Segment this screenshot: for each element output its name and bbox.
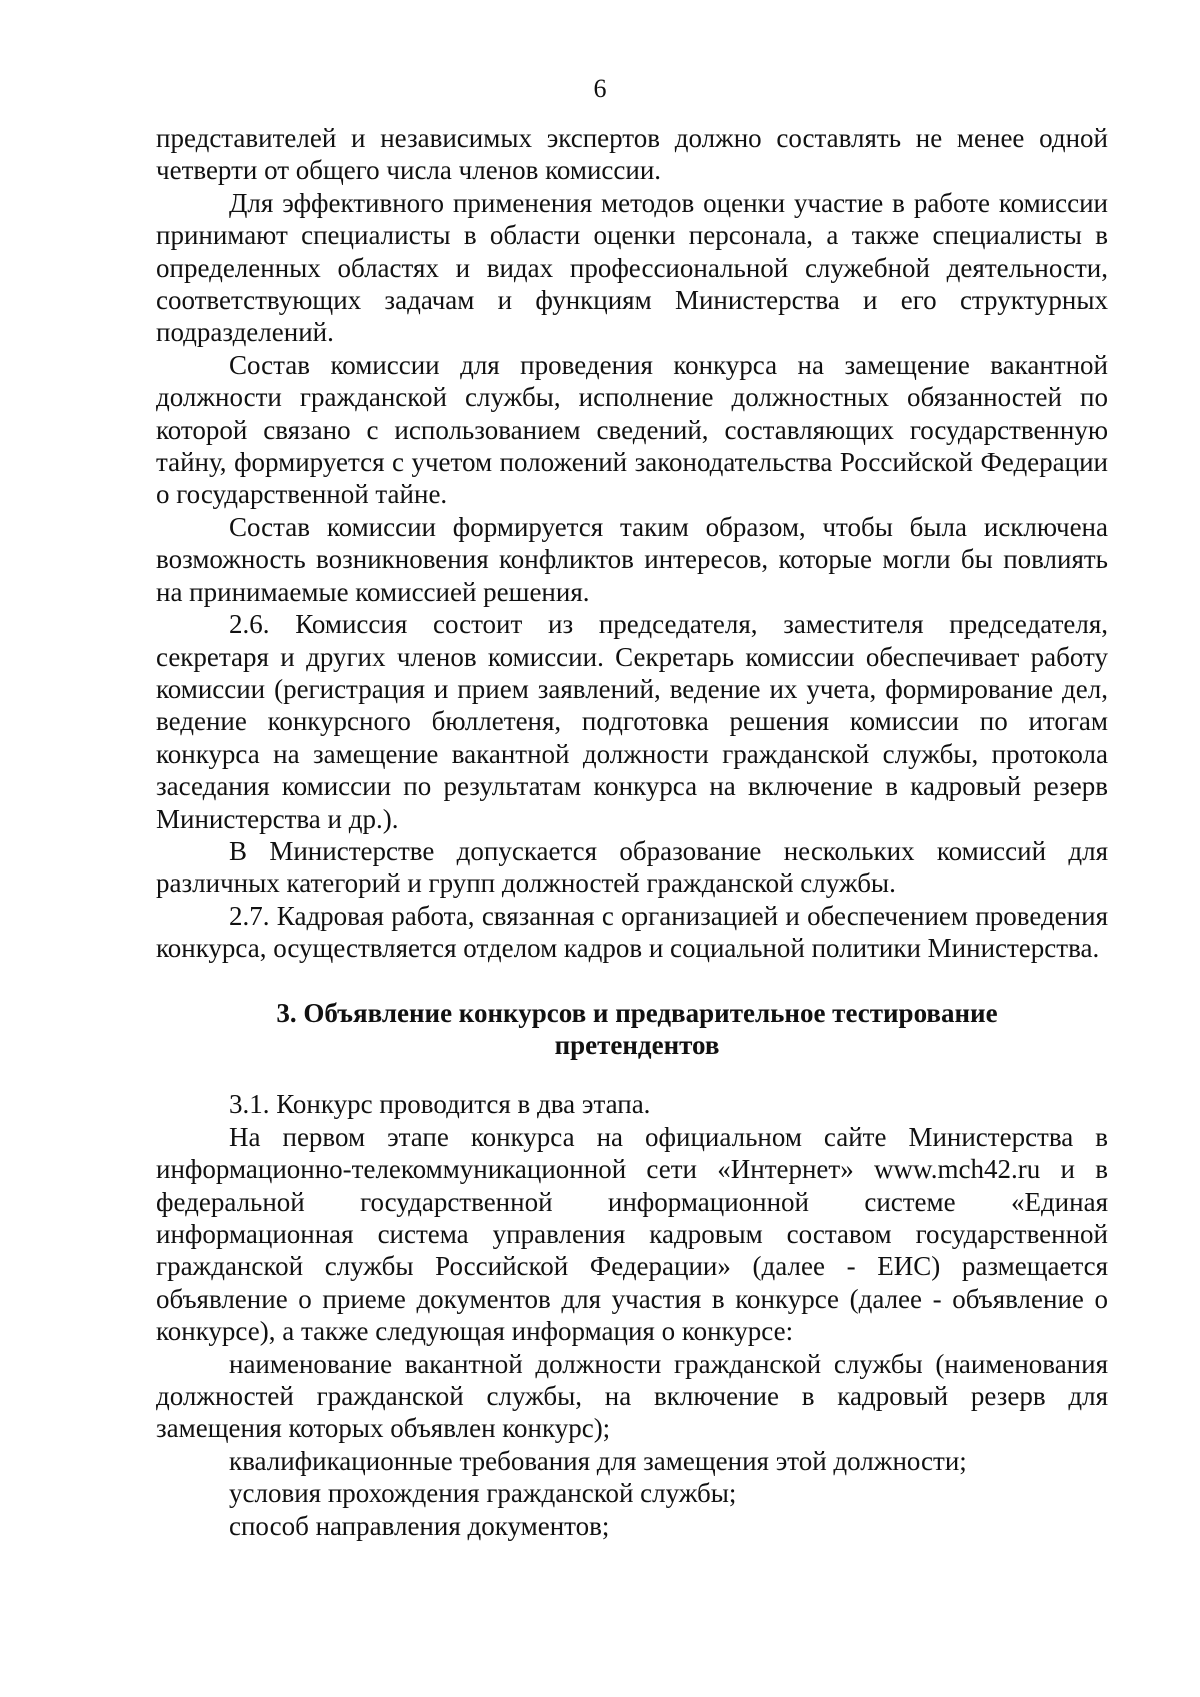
- paragraph-continuation: представителей и независимых экспертов должно составлять не менее одной четверти от общего числа членов комиссии.: [156, 123, 1108, 186]
- paragraph-several-commissions: В Министерстве допускается образование нескольких комиссий для различных категорий и групп должностей гражданской службы.: [156, 835, 1108, 899]
- paragraph-2-6: 2.6. Комиссия состоит из председателя, заместителя председателя, секретаря и других членов комиссии. Секретарь комиссии обеспечивает работу комиссии (регистрация и прием заявлений, ведение их учета, формирование дел, ведение конкурсного бюллетеня, подготовка решения комиссии по итогам конкурса на замещение вакантной должности гражданской службы, протокола заседания комиссии по результатам конкурса на включение в кадровый резерв Министерства и др.).: [156, 609, 1108, 834]
- paragraph-state-secret: Состав комиссии для проведения конкурса на замещение вакантной должности гражданской службы, исполнение должностных обязанностей по которой связано с использованием сведений, составляющих государственную тайну, формируется с учетом положений законодательства Российской Федерации о государственной тайне.: [156, 349, 1108, 510]
- document-body: [156, 122, 1108, 1542]
- page-number: 6: [593, 74, 607, 103]
- paragraph-evaluation-specialists: Для эффективного применения методов оценки участие в работе комиссии принимают специалисты в области оценки персонала, а также специалисты в определенных областях и видах профессиональной служебной деятельности, соответствующих задачам и функциям Министерства и его структурных подразделений.: [156, 187, 1108, 348]
- section-heading: 3. Объявление конкурсов и предварительное тестирование претендентов: [276, 997, 998, 1060]
- paragraph-conflict-of-interest: Состав комиссии формируется таким образом, чтобы была исключена возможность возникновения конфликтов интересов, которые могли бы повлиять на принимаемые комиссией решения.: [156, 511, 1108, 607]
- paragraph-first-stage: На первом этапе конкурса на официальном сайте Министерства в информационно-телекоммуникационной сети «Интернет» www.mch42.ru и в федеральной государственной информационной системе «Единая информационная система управления кадровым составом государственной гражданской службы Российской Федерации» (далее - ЕИС) размещается объявление о приеме документов для участия в конкурсе (далее - объявление о конкурсе), а также следующая информация о конкурсе:: [156, 1121, 1108, 1347]
- list-item-position-name: наименование вакантной должности гражданской службы (наименования должностей гражданской службы, на включение в кадровый резерв для замещения которых объявлен конкурс);: [156, 1348, 1108, 1444]
- paragraph-3-1: 3.1. Конкурс проводится в два этапа.: [229, 1089, 651, 1120]
- list-item-service-conditions: условия прохождения гражданской службы;: [229, 1478, 737, 1509]
- list-item-qualification: квалификационные требования для замещения этой должности;: [229, 1445, 967, 1476]
- list-item-document-submission: способ направления документов;: [229, 1510, 610, 1541]
- paragraph-2-7: 2.7. Кадровая работа, связанная с организацией и обеспечением проведения конкурса, осуществляется отделом кадров и социальной политики Министерства.: [156, 900, 1108, 964]
